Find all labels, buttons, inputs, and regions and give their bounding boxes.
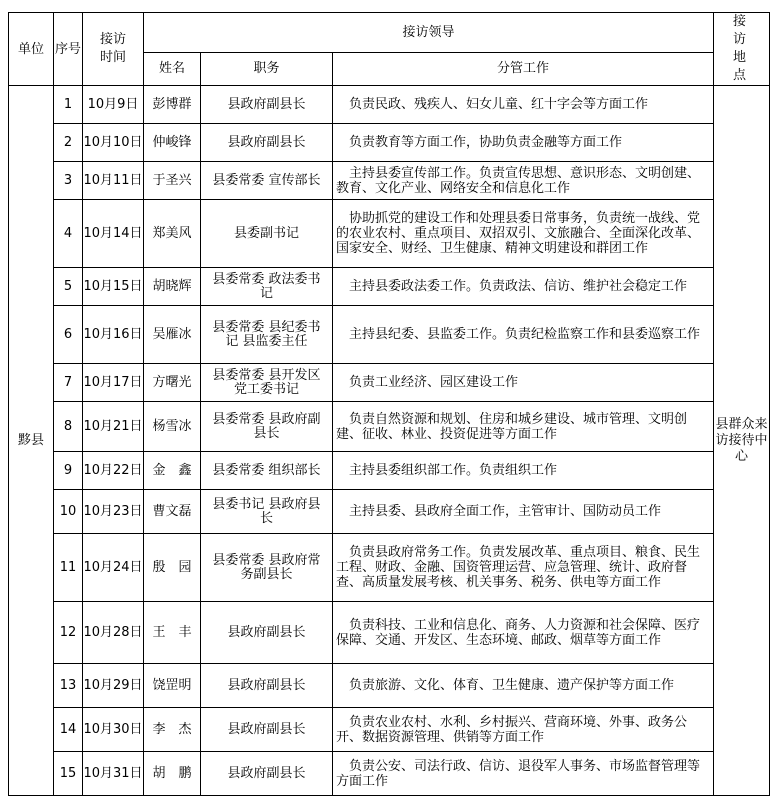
table-row xyxy=(9,708,770,752)
leader-name: 李 杰 xyxy=(144,708,201,752)
table-row xyxy=(9,200,770,268)
table-row xyxy=(9,602,770,664)
duty-description: 协助抓党的建设工作和处理县委日常事务，负责统一战线、党的农业农村、重点项目、双招双引、文旅融合、全面深化改革、国家安全、财经、卫生健康、精神文明建设和群团工作 xyxy=(333,200,714,268)
visit-date: 10月31日 xyxy=(83,752,144,796)
row-number: 10 xyxy=(54,490,83,534)
header-location: 接访地点 xyxy=(714,13,770,86)
duty-description: 负责公安、司法行政、信访、退役军人事务、市场监督管理等方面工作 xyxy=(333,752,714,796)
leader-position: 县委常委 宣传部长 xyxy=(201,162,333,200)
table-row xyxy=(9,752,770,796)
row-number: 15 xyxy=(54,752,83,796)
header-leaders: 接访领导 xyxy=(144,13,714,53)
duty-description: 主持县委、县政府全面工作，主管审计、国防动员工作 xyxy=(333,490,714,534)
visit-date: 10月24日 xyxy=(83,534,144,602)
table-row xyxy=(9,268,770,306)
row-number: 5 xyxy=(54,268,83,306)
row-number: 8 xyxy=(54,402,83,452)
leader-name: 于圣兴 xyxy=(144,162,201,200)
leader-position: 县委书记 县政府县长 xyxy=(201,490,333,534)
duty-description: 负责教育等方面工作，协助负责金融等方面工作 xyxy=(333,124,714,162)
table-row xyxy=(9,664,770,708)
leader-position: 县政府副县长 xyxy=(201,86,333,124)
row-number: 6 xyxy=(54,306,83,364)
table-row xyxy=(9,534,770,602)
leader-name: 吴雁冰 xyxy=(144,306,201,364)
location-cell: 县群众来访接待中心 xyxy=(714,86,770,796)
leader-name: 王 丰 xyxy=(144,602,201,664)
leader-name: 彭博群 xyxy=(144,86,201,124)
row-number: 9 xyxy=(54,452,83,490)
visit-date: 10月22日 xyxy=(83,452,144,490)
row-number: 2 xyxy=(54,124,83,162)
visit-date: 10月23日 xyxy=(83,490,144,534)
leader-name: 胡 鹏 xyxy=(144,752,201,796)
duty-description: 负责县政府常务工作。负责发展改革、重点项目、粮食、民生工程、财政、金融、国资管理运营、应急管理、统计、政府督查、高质量发展考核、机关事务、税务、供电等方面工作 xyxy=(333,534,714,602)
row-number: 4 xyxy=(54,200,83,268)
visit-date: 10月15日 xyxy=(83,268,144,306)
duty-description: 负责自然资源和规划、住房和城乡建设、城市管理、文明创建、征收、林业、投资促进等方面工作 xyxy=(333,402,714,452)
leader-position: 县政府副县长 xyxy=(201,664,333,708)
visit-date: 10月28日 xyxy=(83,602,144,664)
leader-name: 仲峻锋 xyxy=(144,124,201,162)
table-row xyxy=(9,364,770,402)
leader-position: 县委常委 县政府常务副县长 xyxy=(201,534,333,602)
header-name: 姓名 xyxy=(144,52,201,85)
duty-description: 主持县委宣传部工作。负责宣传思想、意识形态、文明创建、教育、文化产业、网络安全和信息化工作 xyxy=(333,162,714,200)
table-row xyxy=(9,162,770,200)
leader-name: 杨雪冰 xyxy=(144,402,201,452)
leader-position: 县政府副县长 xyxy=(201,124,333,162)
duty-description: 主持县纪委、县监委工作。负责纪检监察工作和县委巡察工作 xyxy=(333,306,714,364)
schedule-rows xyxy=(9,86,770,796)
visit-date: 10月30日 xyxy=(83,708,144,752)
header-duties: 分管工作 xyxy=(333,52,714,85)
leader-name: 方曙光 xyxy=(144,364,201,402)
row-number: 1 xyxy=(54,86,83,124)
row-number: 3 xyxy=(54,162,83,200)
row-number: 14 xyxy=(54,708,83,752)
duty-description: 负责工业经济、园区建设工作 xyxy=(333,364,714,402)
leader-position: 县委常委 县政府副县长 xyxy=(201,402,333,452)
leader-name: 曹文磊 xyxy=(144,490,201,534)
table-row xyxy=(9,124,770,162)
visit-date: 10月9日 xyxy=(83,86,144,124)
visit-date: 10月16日 xyxy=(83,306,144,364)
duty-description: 负责旅游、文化、体育、卫生健康、遗产保护等方面工作 xyxy=(333,664,714,708)
row-number: 12 xyxy=(54,602,83,664)
leader-name: 郑美风 xyxy=(144,200,201,268)
duty-description: 主持县委组织部工作。负责组织工作 xyxy=(333,452,714,490)
leader-position: 县委常委 政法委书记 xyxy=(201,268,333,306)
header-position: 职务 xyxy=(201,52,333,85)
leader-position: 县政府副县长 xyxy=(201,602,333,664)
row-number: 13 xyxy=(54,664,83,708)
header-unit: 单位 xyxy=(9,13,54,86)
visit-date: 10月14日 xyxy=(83,200,144,268)
leader-position: 县委常委 组织部长 xyxy=(201,452,333,490)
leader-name: 殷 园 xyxy=(144,534,201,602)
visit-date: 10月17日 xyxy=(83,364,144,402)
visit-date: 10月10日 xyxy=(83,124,144,162)
visit-date: 10月11日 xyxy=(83,162,144,200)
header-index: 序号 xyxy=(54,13,83,86)
leader-name: 胡晓辉 xyxy=(144,268,201,306)
visit-schedule-table xyxy=(8,12,770,796)
row-number: 7 xyxy=(54,364,83,402)
duty-description: 负责民政、残疾人、妇女儿童、红十字会等方面工作 xyxy=(333,86,714,124)
table-row xyxy=(9,452,770,490)
table-row xyxy=(9,86,770,124)
table-row xyxy=(9,490,770,534)
table-row xyxy=(9,306,770,364)
visit-date: 10月21日 xyxy=(83,402,144,452)
row-number: 11 xyxy=(54,534,83,602)
table-row xyxy=(9,402,770,452)
duty-description: 负责科技、工业和信息化、商务、人力资源和社会保障、医疗保障、交通、开发区、生态环境、邮政、烟草等方面工作 xyxy=(333,602,714,664)
unit-cell: 黟县 xyxy=(9,86,54,796)
leader-position: 县委常委 县开发区党工委书记 xyxy=(201,364,333,402)
leader-position: 县委副书记 xyxy=(201,200,333,268)
leader-position: 县政府副县长 xyxy=(201,708,333,752)
leader-position: 县政府副县长 xyxy=(201,752,333,796)
leader-position: 县委常委 县纪委书记 县监委主任 xyxy=(201,306,333,364)
visit-date: 10月29日 xyxy=(83,664,144,708)
duty-description: 主持县委政法委工作。负责政法、信访、维护社会稳定工作 xyxy=(333,268,714,306)
leader-name: 金 鑫 xyxy=(144,452,201,490)
duty-description: 负责农业农村、水利、乡村振兴、营商环境、外事、政务公开、数据资源管理、供销等方面工作 xyxy=(333,708,714,752)
header-time: 接访时间 xyxy=(83,13,144,86)
leader-name: 饶罡明 xyxy=(144,664,201,708)
